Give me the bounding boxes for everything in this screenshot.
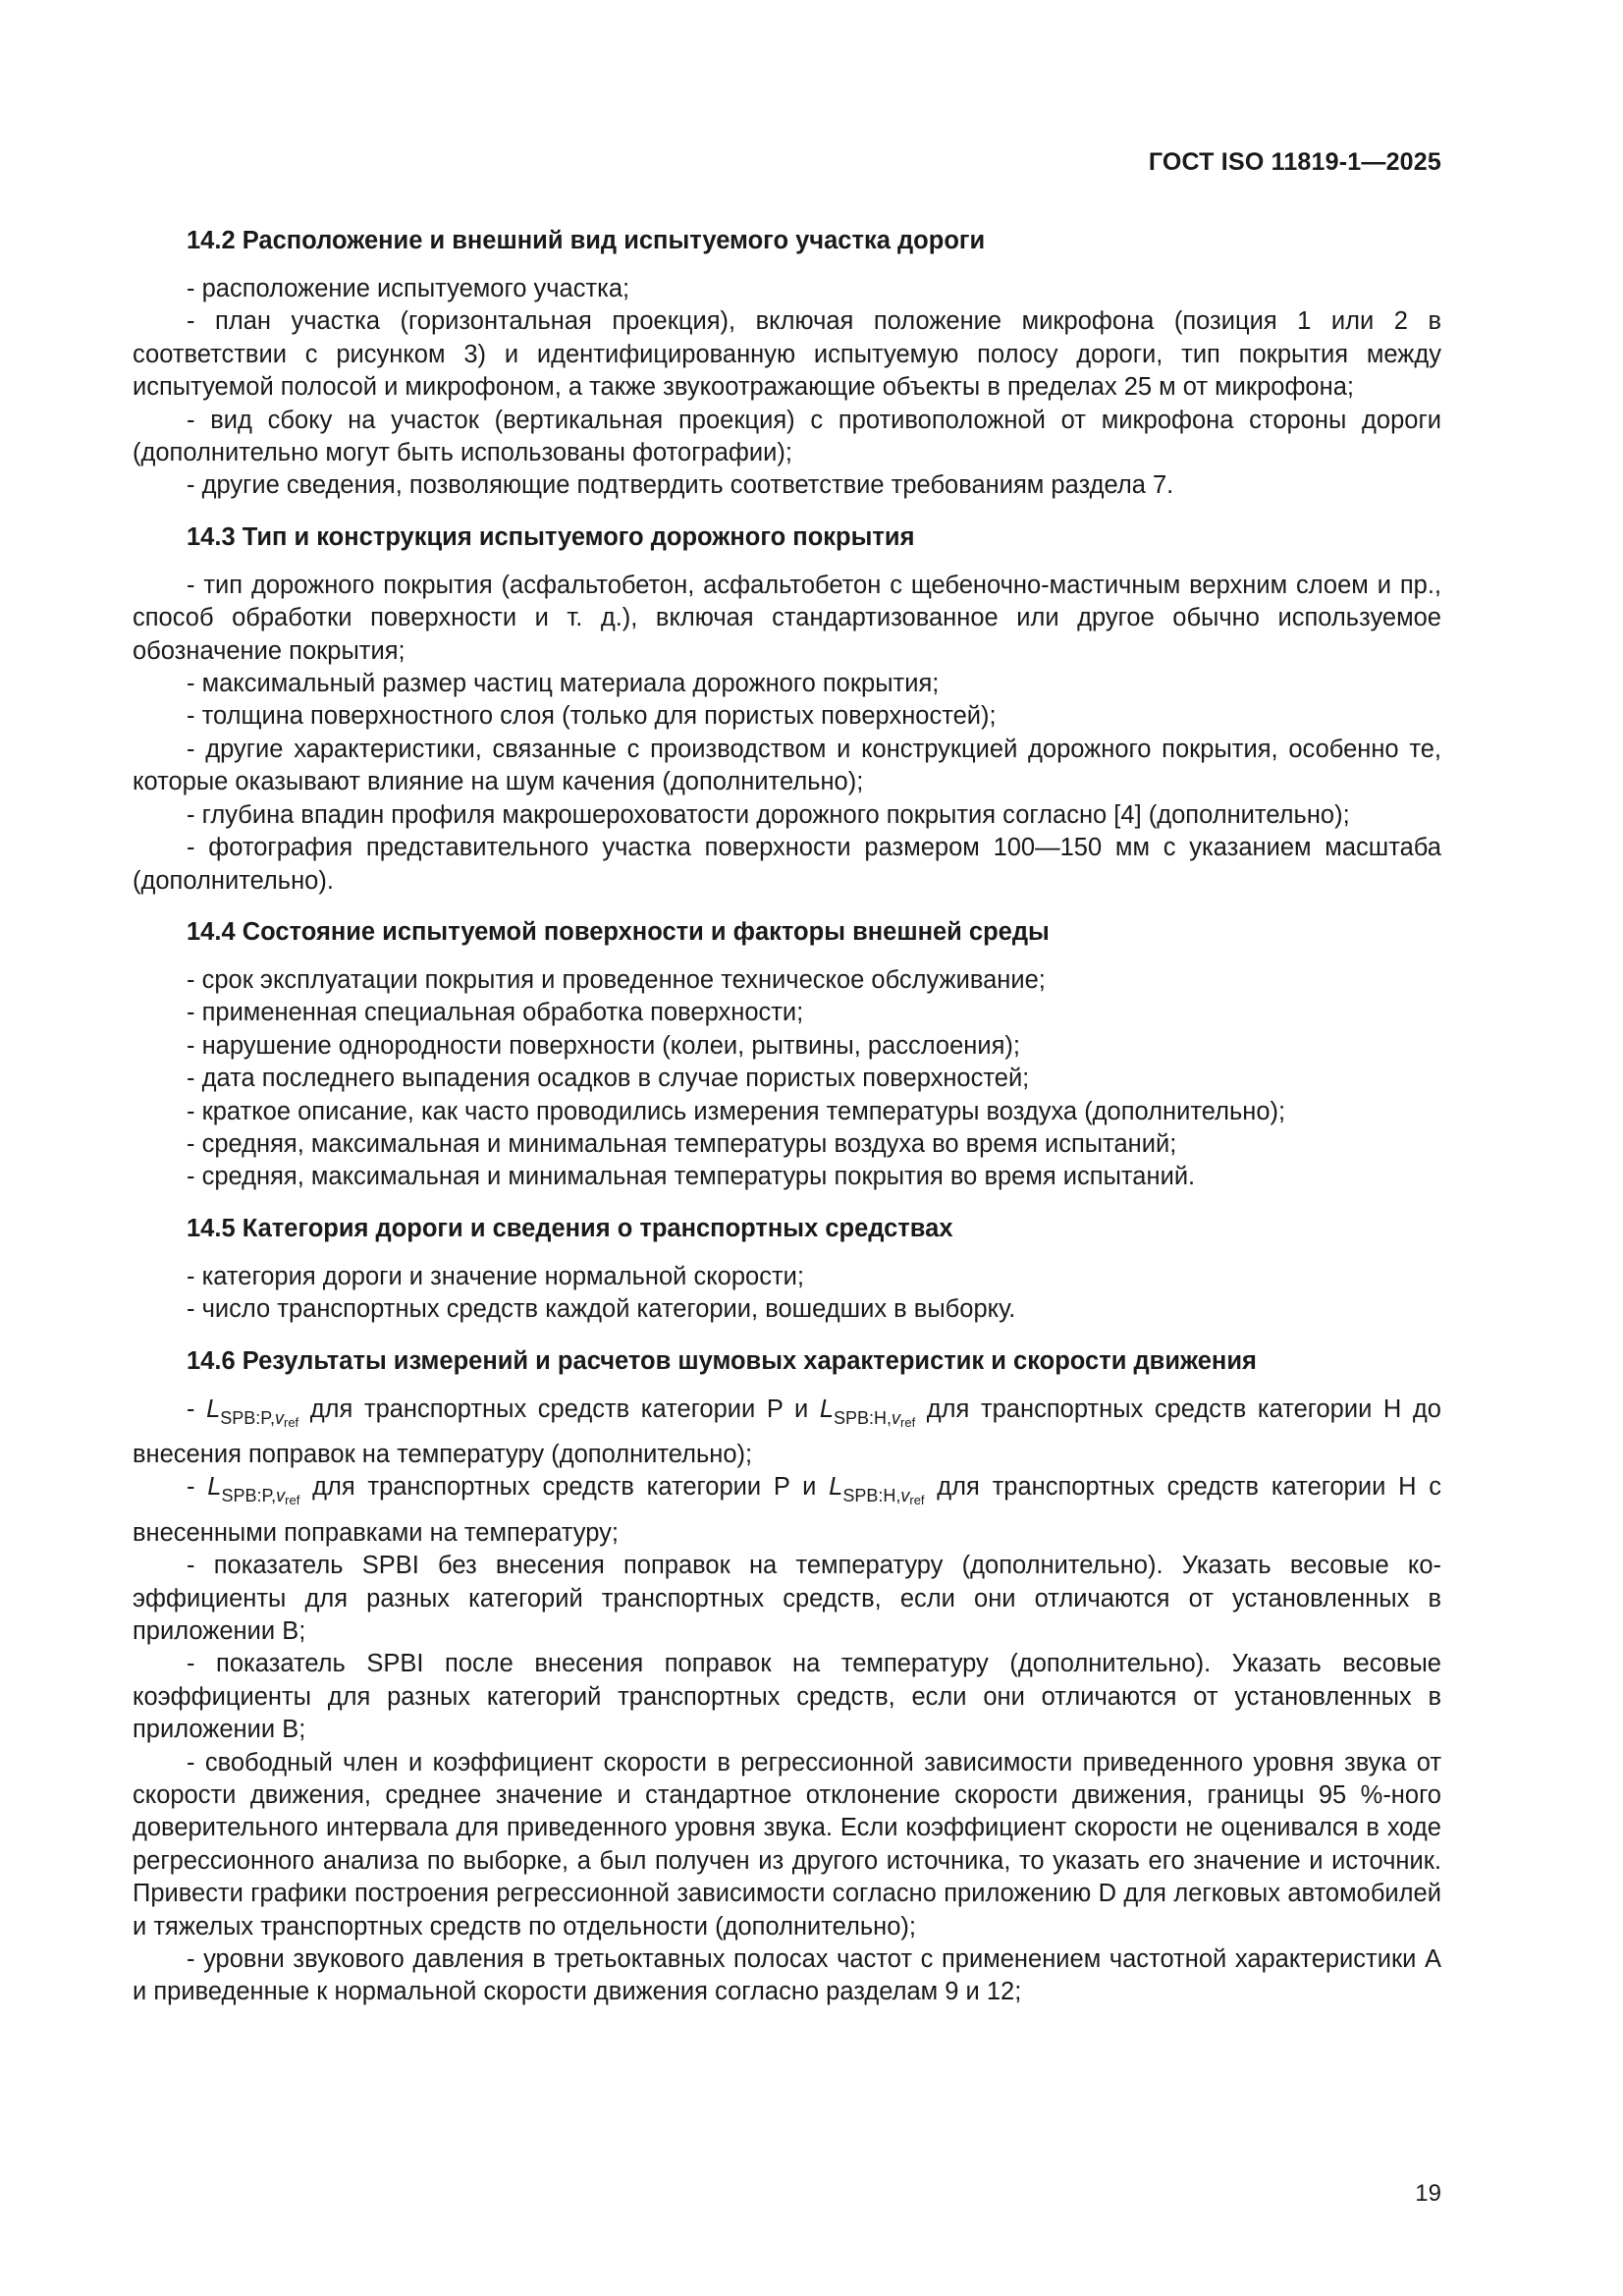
list-item: - свободный член и коэффициент скорости в регрессионной зависимости приведенного уровня звука от скорости движения, среднее значение и стандартное отклонение скорости движения, границы 95 %-ного доверительного интервала для приведенного уровня звука. Если коэффициент скорости не оценивался в ходе регрессионного анализа по выборке, а был получен из другого источника, то указать его значение и источник. Привести графики построения регрессионной зависимости согласно приложению D для легковых автомобилей и тяжелых транспортных средств по отдельности (дополнительно); (133, 1748, 1441, 1941)
subscript-v: v (274, 1407, 284, 1428)
list-item: - краткое описание, как часто проводились измерения температуры воздуха (дополнительно); (187, 1097, 1286, 1125)
page-content (133, 224, 1441, 2027)
list-dash: - (187, 1394, 207, 1423)
subscript-ref: ref (283, 1414, 299, 1430)
section-heading: 14.4 Состояние испытуемой поверхности и факторы внешней среды (187, 917, 1050, 946)
list-item: - тип дорожного покрытия (асфальтобетон, асфальтобетон с щебеночно-мастичным верхним слоем и пр., способ обработки поверхности и т. д.), включая стандартизованное или другое обычно используемое обозначение покрытия; (133, 571, 1441, 665)
list-item: - нарушение однородности поверхности (колеи, рытвины, расслоения); (187, 1031, 1020, 1060)
list-dash: - (187, 1473, 208, 1502)
section-14-4 (133, 915, 1441, 1194)
list-item: - другие характеристики, связанные с производством и конструкцией дорожного покрытия, особенно те, которые оказывают влияние на шум качения (дополнительно); (133, 735, 1441, 796)
list-item: - показатель SPBI без внесения поправок на температуру (дополнительно). Указать весовые коэффициенты для разных категорий транспортных средств, если они отличаются от установленных в приложении B; (133, 1552, 1441, 1645)
list-item: - другие сведения, позволяющие подтвердить соответствие требованиям раздела 7. (187, 471, 1174, 500)
subscript-text: SPB:P, (221, 1486, 277, 1506)
list-item: - примененная специальная обработка поверхности; (187, 999, 804, 1027)
symbol-subscript (842, 1486, 925, 1508)
formula-mid-text: для транспортных средств категории P и (299, 1473, 830, 1502)
list-item: - глубина впадин профиля макрошероховатости дорожного покрытия согласно [4] (дополнительно); (187, 800, 1350, 829)
section-heading: 14.2 Расположение и внешний вид испытуемого участка дороги (187, 227, 986, 254)
formula-tail-text: для транспортных средств категории H с внесенными поправками на температуру; (133, 1473, 1441, 1547)
list-item: - максимальный размер частиц материала дорожного покрытия; (187, 670, 940, 698)
list-item: - показатель SPBI после внесения поправок на температуру (дополнительно). Указать весовые коэффициенты для разных категорий транспортных средств, если они отличаются от установленных в приложении B; (133, 1650, 1441, 1744)
list-item: - срок эксплуатации покрытия и проведенное техническое обслуживание; (187, 965, 1046, 994)
list-item: - вид сбоку на участок (вертикальная проекция) с противоположной от микрофона стороны дороги (дополнительно могут быть использованы фотографии); (133, 406, 1441, 467)
subscript-v: v (900, 1486, 910, 1506)
list-item: - уровни звукового давления в третьоктавных полосах частот с применением частотной характеристики A и приведенные к нормальной скорости движения согласно разделам 9 и 12; (133, 1945, 1441, 2006)
symbol-subscript (221, 1486, 300, 1508)
subscript-v: v (892, 1407, 901, 1428)
subscript-ref: ref (909, 1493, 925, 1508)
standard-code-header: ГОСТ ISO 11819-1—2025 (1148, 148, 1441, 176)
formula-list-item (133, 1394, 1441, 1472)
page-number: 19 (1415, 2180, 1441, 2207)
symbol-letter: L (206, 1394, 221, 1423)
subscript-ref: ref (900, 1414, 916, 1430)
section-heading: 14.6 Результаты измерений и расчетов шумовых характеристик и скорости движения (187, 1346, 1257, 1375)
list-item: - средняя, максимальная и минимальная температуры покрытия во время испытаний. (187, 1163, 1196, 1191)
subscript-text: SPB:P, (220, 1407, 275, 1428)
list-item: - фотография представительного участка поверхности размером 100—150 мм с указанием масштаба (дополнительно). (133, 834, 1441, 895)
level-symbol-p (207, 1473, 300, 1508)
section-14-2 (133, 224, 1441, 503)
formula-tail-text: для транспортных средств категории H до внесения поправок на температуру (дополнительно); (133, 1394, 1441, 1468)
symbol-subscript (834, 1408, 915, 1428)
formula-mid-text: для транспортных средств категории P и (298, 1394, 820, 1423)
section-14-6 (133, 1344, 1441, 2009)
subscript-text: SPB:H, (842, 1486, 901, 1506)
list-item: - расположение испытуемого участка; (187, 275, 630, 302)
level-symbol-h (819, 1394, 916, 1430)
symbol-subscript (220, 1408, 298, 1428)
section-14-3 (133, 520, 1441, 898)
symbol-letter: L (207, 1473, 222, 1502)
list-item: - толщина поверхностного слоя (только для пористых поверхностей); (187, 702, 997, 731)
level-symbol-h (829, 1473, 925, 1508)
section-heading: 14.3 Тип и конструкция испытуемого дорожного покрытия (187, 522, 915, 551)
formula-list-item (133, 1471, 1441, 1550)
list-item: - дата последнего выпадения осадков в случае пористых поверхностей; (187, 1065, 1030, 1093)
level-symbol-p (206, 1394, 299, 1430)
list-item: - категория дороги и значение нормальной скорости; (187, 1262, 804, 1290)
list-item: - план участка (горизонтальная проекция), включая положение микрофона (позиция 1 или 2 в соответствии с рисунком 3) и идентифицированную испытуемую полосу дороги, тип покрытия между испытуемой полосой и микрофоном, а также звукоотражающие объекты в пределах 25 м от микрофона; (133, 307, 1441, 402)
subscript-ref: ref (285, 1493, 300, 1508)
symbol-letter: L (819, 1394, 835, 1423)
section-heading: 14.5 Категория дороги и сведения о транспортных средствах (187, 1214, 953, 1242)
subscript-text: SPB:H, (834, 1407, 893, 1428)
symbol-letter: L (829, 1473, 843, 1502)
list-item: - средняя, максимальная и минимальная температуры воздуха во время испытаний; (187, 1129, 1177, 1158)
list-item: - число транспортных средств каждой категории, вошедших в выборку. (187, 1295, 1016, 1324)
section-14-5 (133, 1212, 1441, 1327)
subscript-v: v (276, 1486, 286, 1506)
